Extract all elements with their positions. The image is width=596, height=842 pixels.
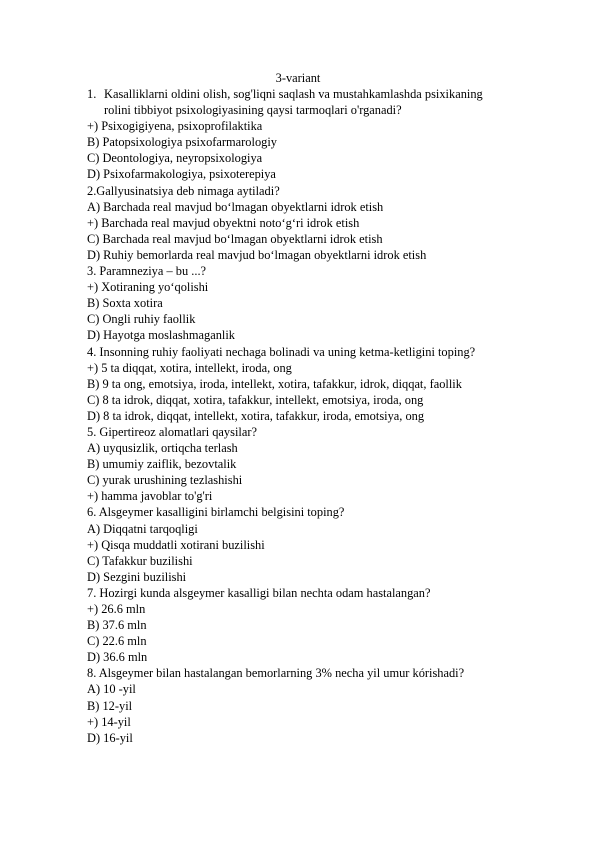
question-8-option-1: A) 10 -yil [87, 682, 136, 697]
question-1 [87, 86, 557, 118]
question-2-text: 2.Gallyusinatsiya deb nimaga aytiladi? [87, 183, 280, 198]
question-1-text-line2: rolini tibbiyot psixologiyasining qaysi tarmoqlari o'rganadi? [104, 103, 402, 118]
question-3-option-2: B) Soxta xotira [87, 296, 163, 311]
question-4-text: 4. Insonning ruhiy faoliyati nechaga bolinadi va uning ketma-ketligini toping? [87, 344, 476, 359]
question-3-option-3: C) Ongli ruhiy faollik [87, 312, 196, 327]
question-7-option-4: D) 36.6 mln [87, 650, 148, 665]
question-7-option-2: B) 37.6 mln [87, 618, 147, 633]
question-8-option-3: +) 14-yil [87, 714, 131, 729]
question-4-option-4: D) 8 ta idrok, diqqat, intellekt, xotira, tafakkur, iroda, emotsiya, ong [87, 408, 425, 423]
question-5-option-3: C) yurak urushining tezlashishi [87, 473, 243, 488]
question-7-option-3: C) 22.6 mln [87, 634, 147, 649]
question-list [87, 86, 557, 746]
question-1-option-4: D) Psixofarmakologiya, psixoterepiya [87, 167, 276, 182]
question-2-option-1: A) Barchada real mavjud bo‘lmagan obyektlarni idrok etish [87, 199, 384, 214]
question-8-text: 8. Alsgeymer bilan hastalangan bemorlarning 3% necha yil umur kórishadi? [87, 666, 465, 681]
page-title: 3-variant [275, 71, 321, 85]
question-4-option-2: B) 9 ta ong, emotsiya, iroda, intellekt, xotira, tafakkur, idrok, diqqat, faollik [87, 376, 462, 391]
question-3-text: 3. Paramneziya – bu ...? [87, 264, 207, 279]
question-1-number: 1. [87, 87, 97, 101]
question-2-option-3: C) Barchada real mavjud bo‘lmagan obyektlarni idrok etish [87, 231, 383, 246]
question-6-option-2: +) Qisqa muddatli xotirani buzilishi [87, 537, 265, 552]
question-4-option-1: +) 5 ta diqqat, xotira, intellekt, iroda, ong [87, 360, 292, 375]
question-7-option-1: +) 26.6 mln [87, 602, 146, 616]
question-4-option-3: C) 8 ta idrok, diqqat, xotira, tafakkur, intellekt, emotsiya, iroda, ong [87, 392, 424, 407]
question-1-option-3: C) Deontologiya, neyropsixologiya [87, 151, 263, 166]
question-5-option-4: +) hamma javoblar to'g'ri [87, 489, 213, 504]
question-1-text-line1: Kasalliklarni oldini olish, sog'liqni saqlash va mustahkamlashda psixikaning [104, 87, 483, 101]
question-2-option-4: D) Ruhiy bemorlarda real mavjud bo‘lmagan obyektlarni idrok etish [87, 247, 427, 262]
question-1-option-2: B) Patopsixologiya psixofarmarologiy [87, 135, 277, 150]
question-5-option-2: B) umumiy zaiflik, bezovtalik [87, 457, 237, 472]
question-5-option-1: A) uyqusizlik, ortiqcha terlash [87, 441, 238, 456]
question-1-option-1: +) Psixogigiyena, psixoprofilaktika [87, 119, 263, 134]
question-7-text: 7. Hozirgi kunda alsgeymer kasalligi bilan nechta odam hastalangan? [87, 585, 431, 600]
question-3-option-4: D) Hayotga moslashmaganlik [87, 328, 235, 343]
question-8-option-2: B) 12-yil [87, 698, 133, 713]
question-6-option-4: D) Sezgini buzilishi [87, 569, 187, 584]
question-6-option-1: A) Diqqatni tarqoqligi [87, 521, 198, 536]
question-3-option-1: +) Xotiraning yo‘qolishi [87, 280, 209, 295]
question-6-option-3: C) Tafakkur buzilishi [87, 553, 193, 568]
question-5-text: 5. Gipertireoz alomatlari qaysilar? [87, 424, 257, 439]
question-2-option-2: +) Barchada real mavjud obyektni noto‘g‘ri idrok etish [87, 215, 360, 230]
question-8-option-4: D) 16-yil [87, 730, 133, 745]
question-6-text: 6. Alsgeymer kasalligini birlamchi belgisini toping? [87, 505, 345, 520]
